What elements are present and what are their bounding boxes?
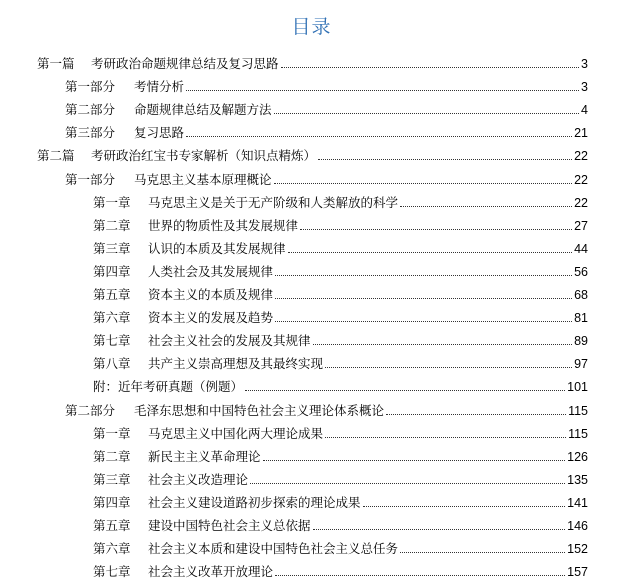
- toc-dot-leader: [318, 159, 572, 160]
- toc-dot-leader: [275, 575, 565, 576]
- toc-page-number: 115: [568, 426, 588, 441]
- toc-entry[interactable]: [93, 468, 588, 488]
- toc-dot-leader: [274, 183, 573, 184]
- toc-entry-text: 共产主义崇高理想及其最终实现: [148, 356, 324, 372]
- toc-entry-text: 资本主义的本质及规律: [148, 287, 274, 302]
- toc-entry-text: 人类社会及其发展规律: [148, 263, 274, 279]
- toc-entry-text: 社会主义本质和建设中国特色社会主义总任务: [148, 541, 399, 557]
- toc-entry-number: 第五章: [93, 518, 131, 533]
- toc-entry-number: 第三章: [93, 471, 131, 487]
- toc-entry-label: [93, 195, 398, 211]
- toc-dot-leader: [186, 136, 572, 137]
- toc-entry-text: 复习思路: [134, 125, 185, 141]
- toc-dot-leader: [250, 483, 565, 484]
- toc-entry-label: [93, 333, 311, 349]
- toc-page-number: 97: [574, 357, 588, 372]
- toc-page-number: 3: [581, 57, 588, 71]
- toc-entry-number: 第七章: [93, 333, 131, 349]
- toc-entry[interactable]: [93, 560, 588, 580]
- toc-entry-number: 第二部分: [65, 402, 116, 418]
- toc-entry-label: [93, 564, 273, 580]
- toc-entry-number: 第一部分: [65, 171, 116, 187]
- toc-dot-leader: [288, 252, 573, 253]
- toc-entry-label: [93, 472, 248, 488]
- toc-entry-text: 社会主义改造理论: [148, 471, 249, 487]
- toc-entry[interactable]: [93, 260, 588, 280]
- toc-dot-leader: [313, 529, 566, 530]
- toc-dot-leader: [400, 552, 565, 553]
- toc-dot-leader: [400, 206, 572, 207]
- toc-page-number: 141: [567, 495, 588, 510]
- toc-entry-text: 认识的本质及其发展规律: [148, 240, 286, 256]
- toc-dot-leader: [313, 344, 573, 345]
- toc-page-number: 27: [574, 218, 588, 233]
- toc-entry[interactable]: [93, 375, 588, 395]
- toc-entry-label: [37, 56, 279, 72]
- toc-entry-label: [37, 148, 316, 164]
- toc-dot-leader: [281, 67, 580, 68]
- toc-page-number: 101: [567, 380, 588, 395]
- toc-page-number: 115: [568, 403, 588, 418]
- toc-entry[interactable]: [93, 306, 588, 326]
- toc-entry-label: [93, 541, 398, 557]
- toc-entry[interactable]: [65, 75, 588, 95]
- toc-entry-number: 第一章: [93, 425, 131, 441]
- toc-entry[interactable]: [65, 168, 588, 188]
- toc-entry-text: 考研政治命题规律总结及复习思路: [91, 56, 279, 71]
- toc-entry-text: 世界的物质性及其发展规律: [148, 217, 299, 233]
- toc-entry-number: 第六章: [93, 310, 131, 326]
- toc-entry[interactable]: [93, 537, 588, 557]
- toc-dot-leader: [275, 298, 572, 299]
- toc-page-number: 44: [574, 241, 588, 256]
- toc-page-number: 56: [574, 264, 588, 279]
- toc-entry[interactable]: [65, 121, 588, 141]
- toc-page-number: 22: [574, 149, 588, 164]
- toc-entry-label: [93, 495, 361, 511]
- toc-entry-text: 考情分析: [134, 79, 185, 95]
- toc-page-number: 4: [581, 103, 588, 118]
- toc-entry-text: 马克思主义中国化两大理论成果: [148, 425, 324, 441]
- toc-dot-leader: [274, 113, 580, 114]
- toc-entry[interactable]: [65, 98, 588, 118]
- toc-page-number: 22: [574, 195, 588, 210]
- page-title: 目录: [291, 16, 332, 38]
- toc-entry-number: 第一部分: [65, 79, 116, 95]
- toc-page-number: 126: [567, 449, 588, 464]
- toc-entry-label: [93, 518, 311, 534]
- toc-entry[interactable]: [93, 445, 588, 465]
- toc-entry-text: 社会主义社会的发展及其规律: [148, 333, 311, 349]
- toc-entry-label: [65, 102, 272, 118]
- toc-page-number: 22: [574, 172, 588, 187]
- toc-page-number: 81: [574, 311, 588, 326]
- toc-entry-number: 第七章: [93, 564, 131, 580]
- toc-dot-leader: [363, 506, 566, 507]
- toc-entry[interactable]: [93, 491, 588, 511]
- toc-entry-number: 第二章: [93, 448, 131, 464]
- toc-entry[interactable]: [93, 283, 588, 303]
- toc-entry-number: 第四章: [93, 494, 131, 510]
- toc-dot-leader: [275, 275, 572, 276]
- toc-entry-label: [93, 241, 286, 257]
- toc-dot-leader: [325, 367, 572, 368]
- toc-page-number: 21: [574, 126, 588, 141]
- toc-entry-number: 第三部分: [65, 125, 116, 141]
- toc-entry-number: 第二篇: [37, 148, 75, 164]
- toc-entry-number: 第一篇: [37, 56, 75, 71]
- toc-entry-number: 第一章: [93, 194, 131, 210]
- toc-entry-text: 命题规律总结及解题方法: [134, 102, 272, 118]
- toc-page-number: 135: [567, 472, 588, 487]
- toc-entry-number: 第二部分: [65, 102, 116, 118]
- toc-dot-leader: [275, 321, 572, 322]
- toc-entry-label: [93, 356, 323, 372]
- toc-dot-leader: [386, 414, 566, 415]
- toc-entry-text: 资本主义的发展及趋势: [148, 310, 274, 326]
- toc-entry-number: 第五章: [93, 287, 131, 302]
- toc-entry-label: [65, 79, 184, 95]
- toc-entry[interactable]: [37, 52, 588, 72]
- toc-page-number: 3: [581, 80, 588, 95]
- toc-entry-number: 第三章: [93, 240, 131, 256]
- toc-entry[interactable]: [37, 144, 588, 164]
- toc-entry-label: [93, 310, 273, 326]
- toc-entry-text: 毛泽东思想和中国特色社会主义理论体系概论: [134, 402, 385, 418]
- toc-entry-label: [93, 218, 298, 234]
- toc-entry-label: [65, 172, 272, 188]
- toc-dot-leader: [263, 460, 566, 461]
- toc-entry-label: [65, 403, 384, 419]
- toc-page-number: 157: [567, 565, 588, 580]
- toc-entry[interactable]: [93, 352, 588, 372]
- toc-entry-label: [93, 287, 273, 303]
- toc-entry-label: [65, 125, 184, 141]
- toc-entry[interactable]: [93, 214, 588, 234]
- toc-entry-text: 社会主义改革开放理论: [148, 564, 274, 580]
- toc-entry-label: [93, 426, 323, 442]
- toc-entry-text: 附：近年考研真题（例题）: [93, 379, 244, 395]
- toc-page-number: 68: [574, 288, 588, 302]
- toc-entry-label: [93, 449, 261, 465]
- toc-page-number: 146: [567, 519, 588, 533]
- toc-entry-number: 第六章: [93, 541, 131, 557]
- toc-entry-number: 第四章: [93, 263, 131, 279]
- toc-dot-leader: [325, 437, 566, 438]
- toc-entry[interactable]: [93, 237, 588, 257]
- toc-entry-number: 第二章: [93, 217, 131, 233]
- toc-entry-label: [93, 264, 273, 280]
- toc-entry-text: 马克思主义基本原理概论: [134, 171, 272, 187]
- toc-entry-text: 考研政治红宝书专家解析（知识点精炼）: [91, 148, 317, 164]
- toc-entry-text: 马克思主义是关于无产阶级和人类解放的科学: [148, 194, 399, 210]
- toc-entry[interactable]: [93, 422, 588, 442]
- toc-entry[interactable]: [93, 329, 588, 349]
- toc-dot-leader: [300, 229, 572, 230]
- toc-entry-text: 建设中国特色社会主义总依据: [148, 518, 311, 533]
- toc-dot-leader: [245, 390, 565, 391]
- toc-dot-leader: [186, 90, 579, 91]
- toc-entry-label: [93, 379, 243, 395]
- toc-page-number: 89: [574, 334, 588, 349]
- toc-entry[interactable]: [93, 191, 588, 211]
- toc-entry[interactable]: [93, 514, 588, 534]
- toc-entry-number: 第八章: [93, 356, 131, 372]
- toc-entry-text: 新民主主义革命理论: [148, 448, 261, 464]
- toc-entry-text: 社会主义建设道路初步探索的理论成果: [148, 494, 361, 510]
- toc-page-number: 152: [567, 542, 588, 557]
- toc-entry[interactable]: [65, 399, 588, 419]
